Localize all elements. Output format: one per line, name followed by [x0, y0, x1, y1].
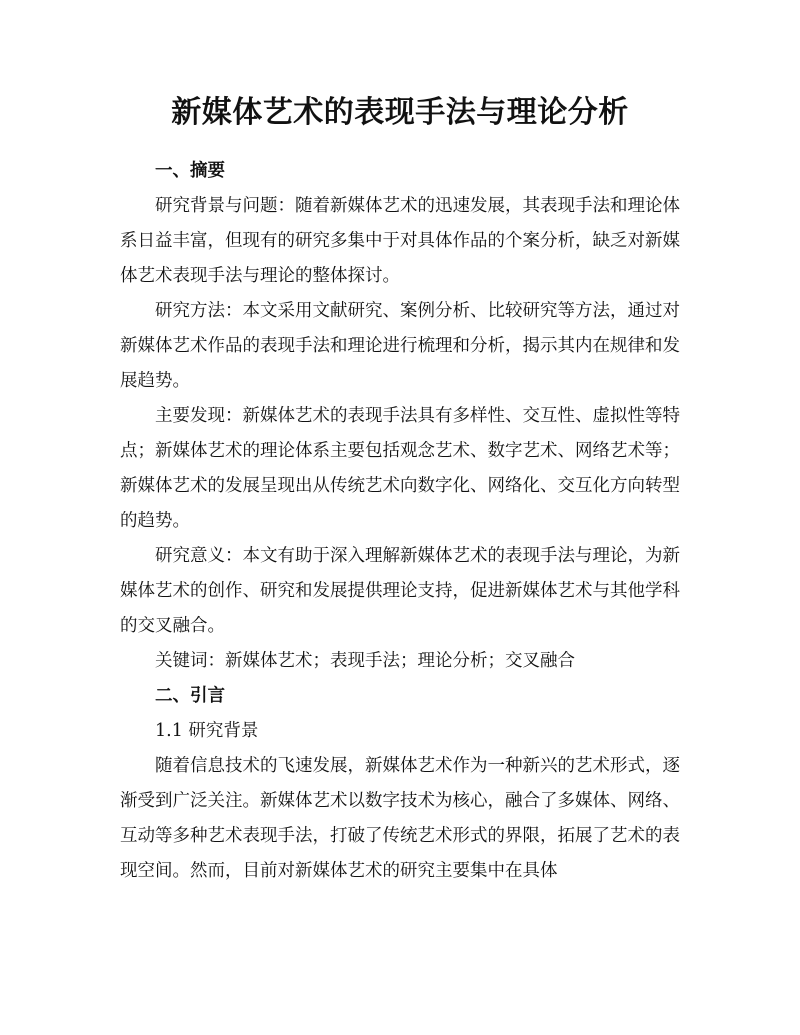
abstract-paragraph-findings: 主要发现：新媒体艺术的表现手法具有多样性、交互性、虚拟性等特点；新媒体艺术的理论体系主要包括观念艺术、数字艺术、网络艺术等；新媒体艺术的发展呈现出从传统艺术向数字化、网络化、交互化方向转型的趋势。 — [120, 406, 680, 531]
section-heading-abstract: 一、摘要 — [155, 161, 225, 181]
section-heading-introduction: 二、引言 — [155, 686, 225, 706]
abstract-paragraph-background: 研究背景与问题：随着新媒体艺术的迅速发展，其表现手法和理论体系日益丰富，但现有的研究多集中于对具体作品的个案分析，缺乏对新媒体艺术表现手法与理论的整体探讨。 — [120, 196, 680, 286]
abstract-paragraph-significance: 研究意义：本文有助于深入理解新媒体艺术的表现手法与理论，为新媒体艺术的创作、研究和发展提供理论支持，促进新媒体艺术与其他学科的交叉融合。 — [120, 546, 680, 636]
keywords-line: 关键词：新媒体艺术；表现手法；理论分析；交叉融合 — [155, 651, 575, 671]
abstract-paragraph-method: 研究方法：本文采用文献研究、案例分析、比较研究等方法，通过对新媒体艺术作品的表现手法和理论进行梳理和分析，揭示其内在规律和发展趋势。 — [120, 301, 680, 391]
subsection-heading-background: 1.1 研究背景 — [155, 721, 259, 741]
document-body — [120, 86, 680, 889]
document-title: 新媒体艺术的表现手法与理论分析 — [171, 95, 629, 130]
introduction-paragraph: 随着信息技术的飞速发展，新媒体艺术作为一种新兴的艺术形式，逐渐受到广泛关注。新媒体艺术以数字技术为核心，融合了多媒体、网络、互动等多种艺术表现手法，打破了传统艺术形式的界限，拓展了艺术的表现空间。然而，目前对新媒体艺术的研究主要集中在具体 — [120, 756, 680, 881]
